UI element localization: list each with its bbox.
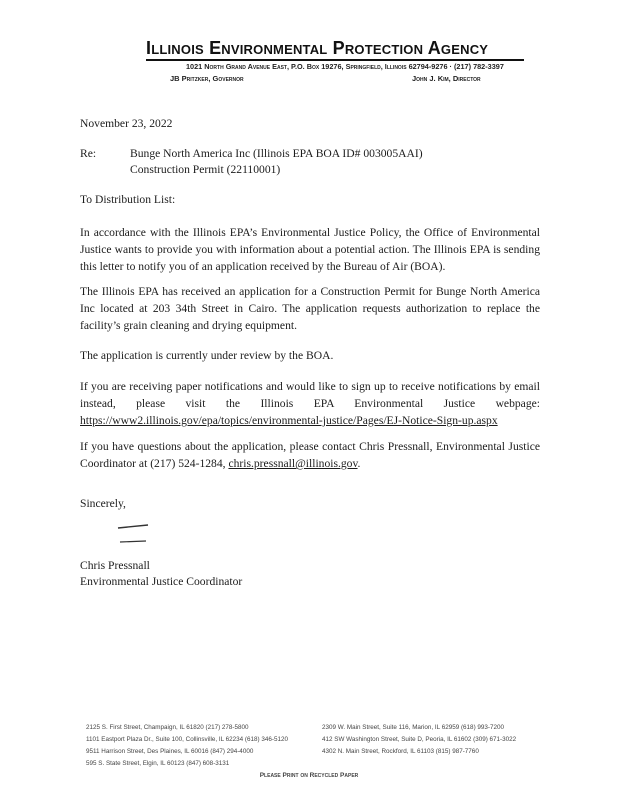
office-address: 2125 S. First Street, Champaign, IL 61820 (217) 278-5800 bbox=[86, 724, 249, 731]
governor-name: JB Pritzker, Governor bbox=[170, 74, 244, 83]
office-address: 595 S. State Street, Elgin, IL 60123 (847) 608-3131 bbox=[86, 760, 230, 767]
signer-name: Chris Pressnall bbox=[80, 559, 150, 572]
recycled-paper-note: Please Print on Recycled Paper bbox=[259, 772, 359, 779]
paragraph-signup bbox=[80, 378, 540, 429]
office-address: 412 SW Washington Street, Suite D, Peoria, IL 61602 (309) 671-3022 bbox=[322, 736, 517, 743]
salutation: To Distribution List: bbox=[80, 193, 176, 206]
director-name: John J. Kim, Director bbox=[412, 74, 481, 83]
regional-offices-left bbox=[86, 722, 288, 770]
agency-title: Illinois Environmental Protection Agency bbox=[146, 38, 489, 58]
office-address: 9511 Harrison Street, Des Plaines, IL 60016 (847) 294-4000 bbox=[86, 748, 254, 755]
signature-mark bbox=[112, 520, 172, 550]
paragraph-status: The application is currently under review by the BOA. bbox=[80, 349, 334, 362]
signup-link[interactable]: https://www2.illinois.gov/epa/topics/environmental-justice/Pages/EJ-Notice-Sign-up.aspx bbox=[80, 414, 498, 427]
office-address: 1101 Eastport Plaza Dr., Suite 100, Collinsville, IL 62234 (618) 346-5120 bbox=[86, 736, 288, 743]
paragraph-application: The Illinois EPA has received an application for a Construction Permit for Bunge North America Inc located at 203 34th Street in Cairo. The application requests authorization to replace the facility’s grain cleaning and drying equipment. bbox=[80, 285, 540, 332]
contact-end: . bbox=[357, 457, 361, 470]
paragraph-policy: In accordance with the Illinois EPA’s Environmental Justice Policy, the Office of Environmental Justice wants to provide you with information about a potential action. The Illinois EPA is sending this letter to notify you of an application received by the Bureau of Air (BOA). bbox=[80, 226, 540, 273]
letterhead-divider bbox=[146, 59, 524, 61]
re-subject-line-2: Construction Permit (22110001) bbox=[130, 163, 281, 176]
agency-address: 1021 North Grand Avenue East, P.O. Box 19276, Springfield, Illinois 62794-9276 · (217) 782-3397 bbox=[186, 62, 504, 71]
signup-text: If you are receiving paper notifications and would like to sign up to receive notifications by email instead, please visit the Illinois EPA Environmental Justice webpage: bbox=[80, 380, 540, 410]
contact-email-link[interactable]: chris.pressnall@illinois.gov bbox=[228, 457, 358, 470]
contact-text: If you have questions about the application, please contact Chris Pressnall, Environmental Justice Coordinator at (217) 524-1284, bbox=[80, 440, 540, 470]
office-address: 4302 N. Main Street, Rockford, IL 61103 (815) 987-7760 bbox=[322, 748, 479, 755]
paragraph-contact bbox=[80, 438, 540, 472]
re-subject-line-1: Bunge North America Inc (Illinois EPA BOA ID# 003005AAI) bbox=[130, 147, 423, 160]
signer-title: Environmental Justice Coordinator bbox=[80, 575, 243, 588]
office-address: 2309 W. Main Street, Suite 116, Marion, IL 62959 (618) 993-7200 bbox=[322, 724, 505, 731]
closing: Sincerely, bbox=[80, 497, 126, 510]
regional-offices-right bbox=[322, 722, 516, 758]
re-label: Re: bbox=[80, 147, 97, 160]
letter-date: November 23, 2022 bbox=[80, 117, 173, 130]
